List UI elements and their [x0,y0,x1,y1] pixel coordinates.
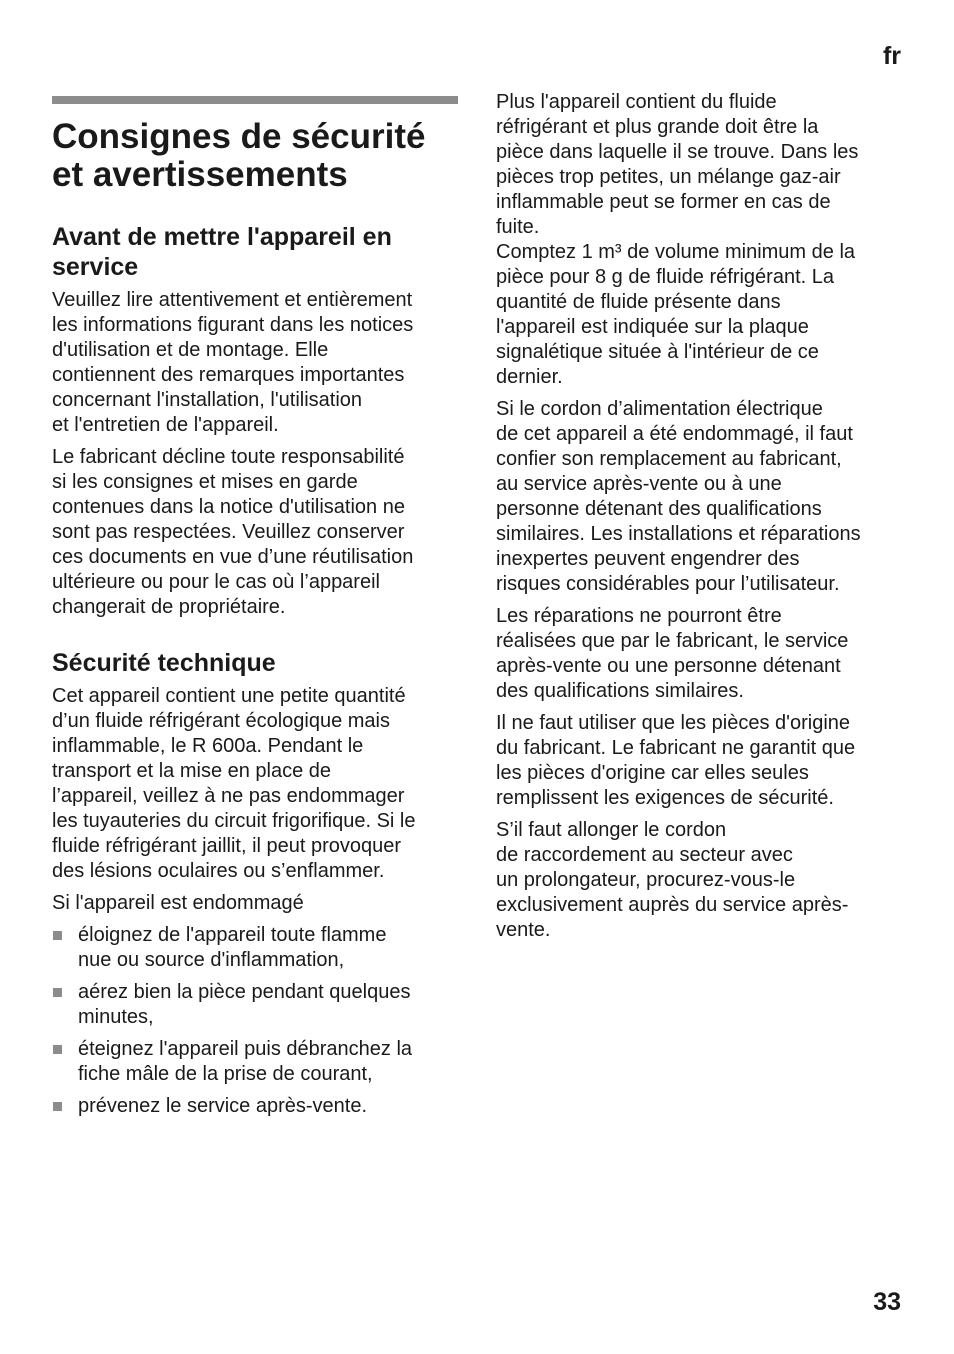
list-item: éteignez l'appareil puis débranchez la fiche mâle de la prise de courant, [52,1037,458,1087]
list-item: éloignez de l'appareil toute flamme nue ou source d'inflammation, [52,923,458,973]
page-number: 33 [873,1288,901,1316]
paragraph: Il ne faut utiliser que les pièces d'origine du fabricant. Le fabricant ne garantit que les pièces d'origine car elles seules remplissent les exigences de sécurité. [496,712,856,809]
right-column [496,90,906,950]
section-heading-before-use: Avant de mettre l'appareil en service [52,223,392,281]
section-heading-technical-safety: Sécurité technique [52,649,276,677]
paragraph: Veuillez lire attentivement et entièrement les informations figurant dans les notices d'utilisation et de montage. Elle contiennent des remarques importantes concernant l'installation, l'utilisation et l'entretien de l'appareil. [52,289,414,436]
left-column [52,96,458,1126]
square-bullet-icon [53,1102,62,1111]
page-title: Consignes de sécurité et avertissements [52,117,426,194]
language-label: fr [882,42,901,70]
paragraph: Si le cordon d’alimentation électrique de cet appareil a été endommagé, il faut confier son remplacement au fabricant, au service après-vente ou à une personne détenant des qualifications similaires. Les installations et réparations inexpertes peuvent engendrer des risques considérables pour l’utilisateur. [496,398,861,595]
paragraph: Plus l'appareil contient du fluide réfrigérant et plus grande doit être la pièce dans laquelle il se trouve. Dans les pièces trop petites, un mélange gaz-air inflammable peut se former en cas de fuite. [496,91,859,238]
list-item: prévenez le service après-vente. [52,1094,458,1119]
bullet-list [52,923,458,1119]
square-bullet-icon [53,931,62,940]
paragraph: Si l'appareil est endommagé [52,892,304,914]
paragraph: Les réparations ne pourront être réalisées que par le fabricant, le service après-vente ou une personne détenant des qualifications similaires. [496,605,849,702]
paragraph: S’il faut allonger le cordon de raccordement au secteur avec un prolongateur, procurez-vous-le exclusivement auprès du service après- vente. [496,819,849,941]
paragraph: Cet appareil contient une petite quantité d’un fluide réfrigérant écologique mais inflammable, le R 600a. Pendant le transport et la mise en place de l’appareil, veillez à ne pas endommager les tuyauteries du circuit frigorifique. Si le fluide réfrigérant jaillit, il peut provoquer des lésions oculaires ou s’enflammer. [52,685,416,882]
square-bullet-icon [53,1045,62,1054]
title-rule [52,96,458,104]
list-item: aérez bien la pièce pendant quelques minutes, [52,980,458,1030]
paragraph: Comptez 1 m³ de volume minimum de la pièce pour 8 g de fluide réfrigérant. La quantité de fluide présente dans l'appareil est indiquée sur la plaque signalétique située à l'intérieur de ce dernier. [496,241,856,388]
paragraph: Le fabricant décline toute responsabilité si les consignes et mises en garde contenues dans la notice d'utilisation ne sont pas respectées. Veuillez conserver ces documents en vue d’une réutilisation ultérieure ou pour le cas où l’appareil changerait de propriétaire. [52,446,414,618]
square-bullet-icon [53,988,62,997]
